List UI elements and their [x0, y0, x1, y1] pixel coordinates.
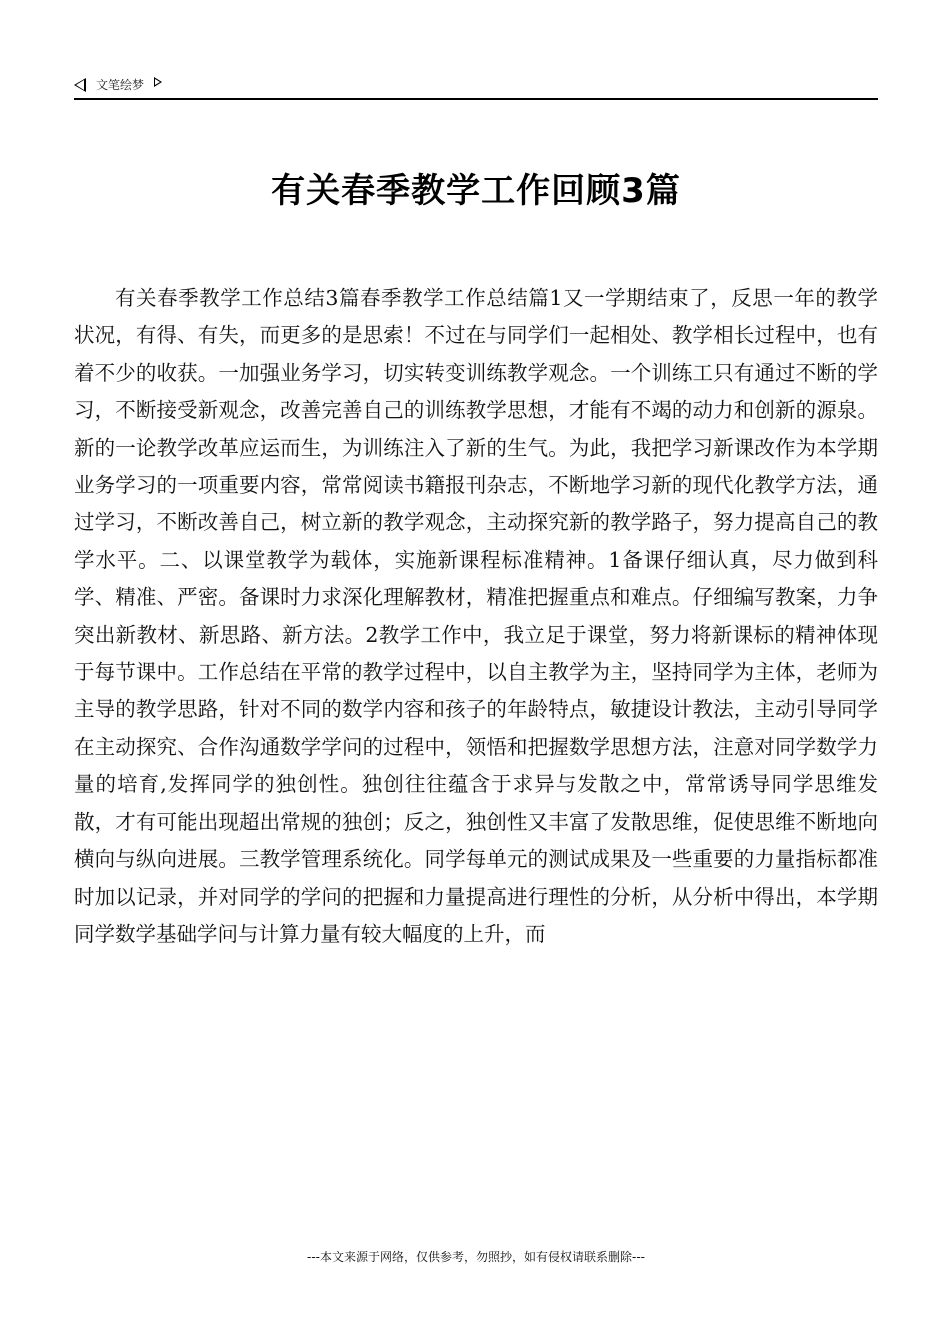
header-brand: 文笔绘梦 — [96, 78, 145, 92]
page-header — [74, 74, 878, 100]
header-brand-group — [74, 76, 162, 93]
triangle-left-icon — [74, 78, 86, 92]
triangle-right-icon — [154, 77, 162, 87]
document-title: 有关春季教学工作回顾3篇 — [271, 170, 681, 211]
footer-notice: ---本文来源于网络，仅供参考，勿照抄，如有侵权请联系删除--- — [307, 1250, 645, 1264]
document-body: 有关春季教学工作总结3篇春季教学工作总结篇1又一学期结束了，反思一年的教学状况，有得、有失，而更多的是思索！不过在与同学们一起相处、教学相长过程中，也有着不少的收获。一加强业务学习，切实转变训练教学观念。一个训练工只有通过不断的学习，不断接受新观念，改善完善自己的训练教学思想，才能有不竭的动力和创新的源泉。新的一论教学改革应运而生，为训练注入了新的生气。为此，我把学习新课改作为本学期业务学习的一项重要内容，常常阅读书籍报刊杂志，不断地学习新的现代化教学方法，通过学习，不断改善自己，树立新的教学观念，主动探究新的教学路子，努力提高自己的教学水平。二、以课堂教学为载体，实施新课程标准精神。1备课仔细认真，尽力做到科学、精准、严密。备课时力求深化理解教材，精准把握重点和难点。仔细编写教案，力争突出新教材、新思路、新方法。2教学工作中，我立足于课堂，努力将新课标的精神体现于每节课中。工作总结在平常的教学过程中，以自主教学为主，坚持同学为主体，老师为主导的教学思路，针对不同的数学内容和孩子的年龄特点，敏捷设计教法，主动引导同学在主动探究、合作沟通数学学问的过程中，领悟和把握数学思想方法，注意对同学数学力量的培育,发挥同学的独创性。独创往往蕴含于求异与发散之中，常常诱导同学思维发散，才有可能出现超出常规的独创；反之，独创性又丰富了发散思维，促使思维不断地向横向与纵向进展。三教学管理系统化。同学每单元的测试成果及一些重要的力量指标都准时加以记录，并对同学的学问的把握和力量提高进行理性的分析，从分析中得出，本学期同学数学基础学问与计算力量有较大幅度的上升，而 — [74, 286, 878, 946]
